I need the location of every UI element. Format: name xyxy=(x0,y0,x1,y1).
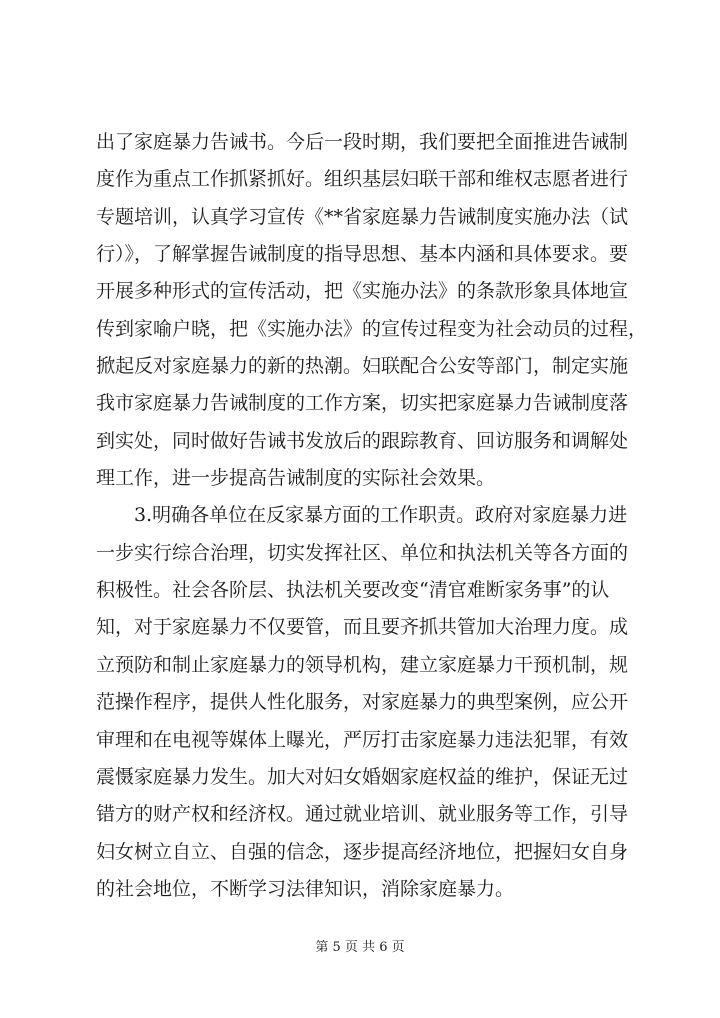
text-line: 我市家庭暴力告诫制度的工作方案，切实把家庭暴力告诫制度落 xyxy=(96,392,629,415)
text-line: 审理和在电视等媒体上曝光，严厉打击家庭暴力违法犯罪，有效 xyxy=(96,728,629,751)
text-line: 震慑家庭暴力发生。加大对妇女婚姻家庭权益的维护，保证无过 xyxy=(96,765,629,788)
text-line: 专题培训，认真学习宣传《**省家庭暴力告诫制度实施办法（试 xyxy=(96,205,629,228)
text-line: 知，对于家庭暴力不仅要管，而且要齐抓共管加大治理力度。成 xyxy=(96,616,629,639)
page-number-footer: 第 5 页 共 6 页 xyxy=(315,940,405,955)
paragraph-2 xyxy=(96,497,629,908)
text-line: 出了家庭暴力告诫书。今后一段时期，我们要把全面推进告诫制 xyxy=(96,131,629,153)
text-line: 的社会地位，不断学习法律知识，消除家庭暴力。 xyxy=(96,877,515,900)
text-line: 错方的财产权和经济权。通过就业培训、就业服务等工作，引导 xyxy=(96,803,629,826)
text-line: 理工作，进一步提高告诫制度的实际社会效果。 xyxy=(96,467,496,490)
text-line: 3.明确各单位在反家暴方面的工作职责。政府对家庭暴力进 xyxy=(134,504,628,527)
text-line: 开展多种形式的宣传活动，把《实施办法》的条款形象具体地宣 xyxy=(96,280,629,303)
text-line: 积极性。社会各阶层、执法机关要改变“清官难断家务事”的认 xyxy=(96,579,610,602)
text-line: 传到家喻户晓，把《实施办法》的宣传过程变为社会动员的过程， xyxy=(96,317,648,340)
page-body xyxy=(96,124,648,908)
text-line: 妇女树立自立、自强的信念，逐步提高经济地位，把握妇女自身 xyxy=(96,840,629,863)
text-line: 掀起反对家庭暴力的新的热潮。妇联配合公安等部门，制定实施 xyxy=(96,355,629,378)
text-line: 立预防和制止家庭暴力的领导机构，建立家庭暴力干预机制，规 xyxy=(96,653,629,676)
text-line: 到实处，同时做好告诫书发放后的跟踪教育、回访服务和调解处 xyxy=(96,429,629,452)
text-line: 一步实行综合治理，切实发挥社区、单位和执法机关等各方面的 xyxy=(96,541,629,564)
text-line: 范操作程序，提供人性化服务，对家庭暴力的典型案例，应公开 xyxy=(96,691,629,714)
text-line: 度作为重点工作抓紧抓好。组织基层妇联干部和维权志愿者进行 xyxy=(96,168,629,191)
text-line: 行）》，了解掌握告诫制度的指导思想、基本内涵和具体要求。要 xyxy=(96,243,629,266)
paragraph-1 xyxy=(96,124,648,497)
